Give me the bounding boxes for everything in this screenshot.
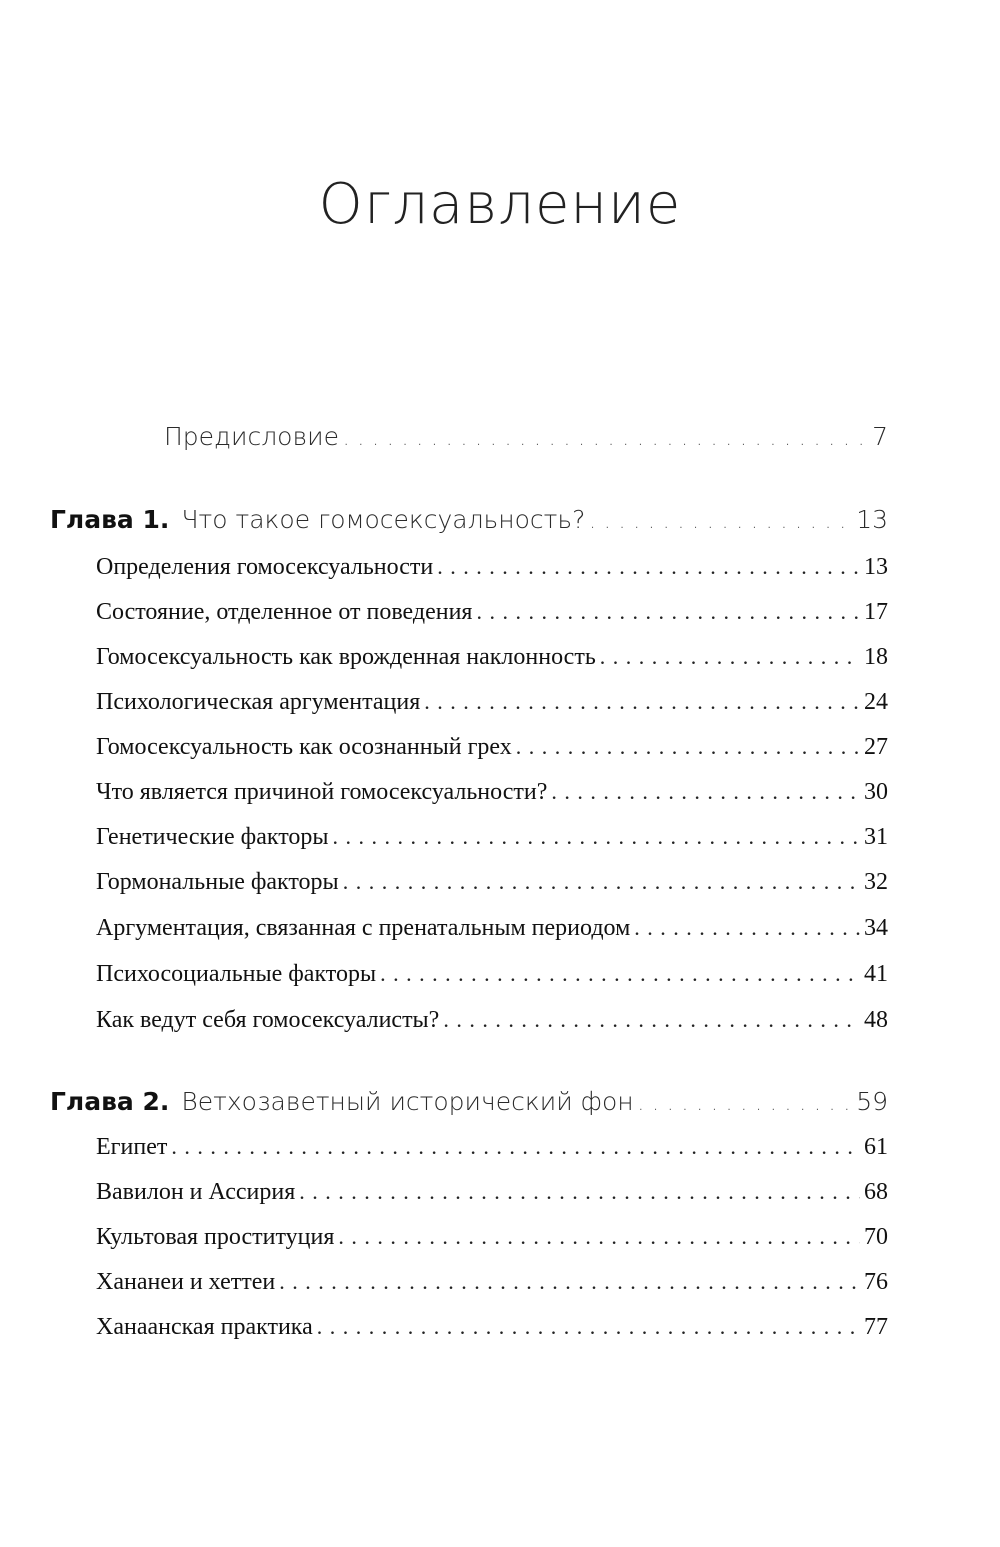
toc-page-number: 61	[864, 1134, 888, 1160]
toc-page-number: 70	[864, 1224, 888, 1250]
dot-leader	[317, 1314, 860, 1340]
page-title: Оглавление	[318, 172, 682, 237]
toc-entry[interactable]	[96, 1224, 888, 1251]
toc-page-number: 18	[864, 644, 888, 670]
toc-entry[interactable]	[96, 915, 888, 942]
toc-entry[interactable]	[96, 644, 888, 671]
toc-entry-label: Психосоциальные факторы	[96, 961, 377, 987]
toc-entry[interactable]	[96, 689, 888, 716]
dot-leader	[299, 1179, 860, 1205]
toc-entry[interactable]	[96, 1314, 888, 1341]
toc-entry[interactable]	[96, 554, 888, 581]
toc-entry-label: Ханаанская практика	[96, 1314, 313, 1340]
toc-entry-label: Вавилон и Ассирия	[96, 1179, 296, 1205]
dot-leader	[589, 509, 852, 533]
toc-page-number: 68	[864, 1179, 888, 1205]
dot-leader	[343, 426, 868, 450]
toc-entry-label: Гомосексуальность как врожденная наклонность	[96, 644, 596, 670]
toc-entry-label: Состояние, отделенное от поведения	[96, 599, 473, 625]
dot-leader	[443, 1007, 860, 1033]
dot-leader	[171, 1134, 860, 1160]
toc-page-number: 32	[864, 869, 888, 895]
toc-page-number: 59	[856, 1087, 888, 1116]
dot-leader	[343, 869, 860, 895]
toc-page-number: 41	[864, 961, 888, 987]
toc-entry[interactable]	[96, 599, 888, 626]
dot-leader	[333, 824, 861, 850]
toc-entry-label: Определения гомосексуальности	[96, 554, 434, 580]
toc-entry[interactable]	[96, 1179, 888, 1206]
toc-entry[interactable]	[96, 779, 888, 806]
toc-entry-label: Психологическая аргументация	[96, 689, 421, 715]
toc-page-number: 17	[864, 599, 888, 625]
toc-entry-label: Культовая проституция	[96, 1224, 335, 1250]
toc-entry[interactable]	[96, 734, 888, 761]
toc-page-number: 77	[864, 1314, 888, 1340]
toc-page-number: 48	[864, 1007, 888, 1033]
toc-page-number: 31	[864, 824, 888, 850]
toc-entry-label: Как ведут себя гомосексуалисты?	[96, 1007, 440, 1033]
toc-entry-label: Предисловие	[164, 422, 339, 451]
toc-entry-preface[interactable]	[164, 422, 888, 451]
toc-page-number: 34	[864, 915, 888, 941]
dot-leader	[551, 779, 860, 805]
toc-page-number: 13	[856, 505, 888, 534]
toc-page-number: 13	[864, 554, 888, 580]
chapter-number: Глава 1.	[50, 505, 170, 534]
dot-leader	[437, 554, 860, 580]
dot-leader	[424, 689, 860, 715]
dot-leader	[380, 961, 860, 987]
dot-leader	[600, 644, 860, 670]
toc-entry-label: Египет	[96, 1134, 168, 1160]
toc-page-number: 7	[872, 422, 888, 451]
chapter-title: Ветхозаветный исторический фон	[181, 1087, 634, 1116]
toc-entry-label: Аргументация, связанная с пренатальным периодом	[96, 915, 631, 941]
dot-leader	[338, 1224, 860, 1250]
toc-chapter-heading[interactable]	[50, 505, 888, 534]
chapter-title: Что такое гомосексуальность?	[181, 505, 586, 534]
dot-leader	[516, 734, 860, 760]
dot-leader	[638, 1091, 853, 1115]
chapter-number: Глава 2.	[50, 1087, 170, 1116]
dot-leader	[279, 1269, 860, 1295]
toc-entry[interactable]	[96, 1269, 888, 1296]
toc-page-number: 30	[864, 779, 888, 805]
toc-entry[interactable]	[96, 961, 888, 988]
dot-leader	[634, 915, 860, 941]
toc-entry-label: Гомосексуальность как осознанный грех	[96, 734, 512, 760]
toc-entry[interactable]	[96, 1134, 888, 1161]
toc-chapter-heading[interactable]	[50, 1087, 888, 1116]
toc-entry[interactable]	[96, 869, 888, 896]
toc-page-number: 27	[864, 734, 888, 760]
toc-page-number: 76	[864, 1269, 888, 1295]
toc-entry[interactable]	[96, 1007, 888, 1034]
toc-entry-label: Что является причиной гомосексуальности?	[96, 779, 548, 805]
toc-entry[interactable]	[96, 824, 888, 851]
dot-leader	[476, 599, 860, 625]
toc-page-number: 24	[864, 689, 888, 715]
toc-entry-label: Гормональные факторы	[96, 869, 339, 895]
toc-entry-label: Хананеи и хеттеи	[96, 1269, 276, 1295]
toc-entry-label: Генетические факторы	[96, 824, 329, 850]
